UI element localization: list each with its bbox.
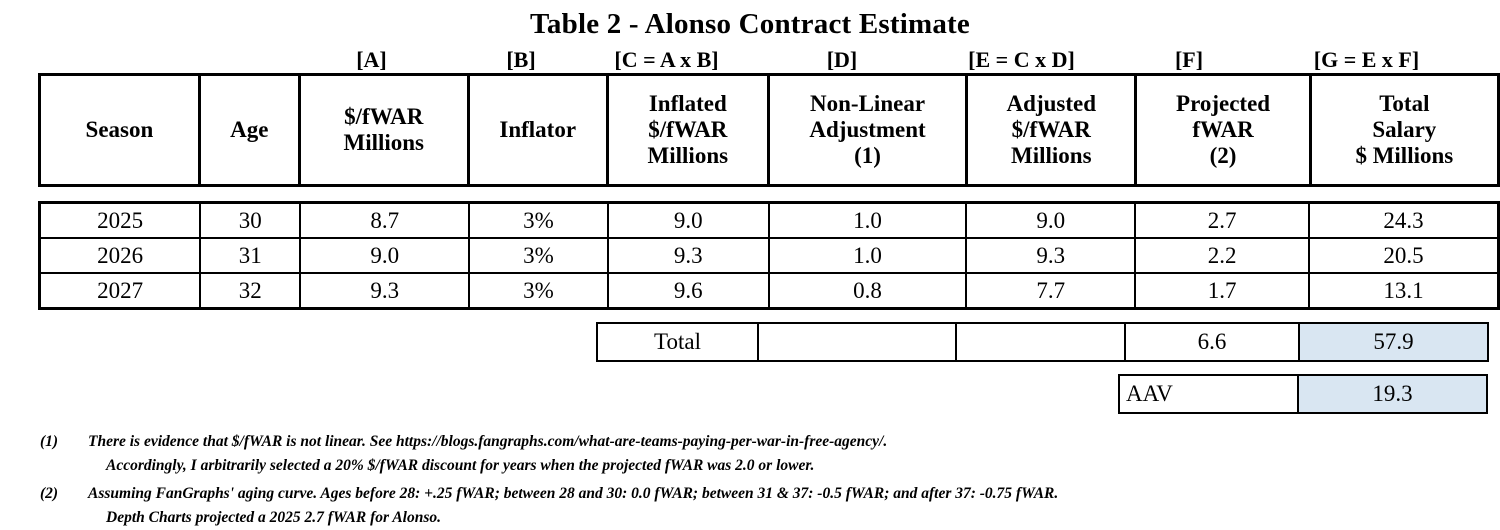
aav-table bbox=[38, 374, 1488, 414]
header-inflated-line3: Millions bbox=[647, 142, 729, 168]
table-body bbox=[38, 201, 1500, 310]
header-total-line2: Salary bbox=[1372, 117, 1437, 143]
header-dollar-per-fwar bbox=[299, 75, 468, 186]
cell-fwar: 8.7 bbox=[300, 203, 469, 239]
footnote-2 bbox=[40, 482, 1500, 530]
aav-spacer-season bbox=[38, 375, 196, 413]
aav-spacer-inflator bbox=[460, 375, 596, 413]
aav-spacer-inflated bbox=[596, 375, 755, 413]
aav-spacer-age bbox=[196, 375, 293, 413]
header-inflated-line2: $/fWAR bbox=[648, 117, 728, 143]
footnote-1-line2: Accordingly, I arbitrarily selected a 20% $/fWAR discount for years when the projected fWAR was 2.0 or lower. bbox=[106, 457, 815, 475]
formula-label-g: [G = E x F] bbox=[1313, 47, 1420, 72]
header-total-line3: $ Millions bbox=[1355, 142, 1454, 168]
footnote-2-line1: Assuming FanGraphs' aging curve. Ages before 28: +.25 fWAR; between 28 and 30: 0.0 fWAR; between 31 & 37: -0.5 fWAR; and after 37: -0.75 fWAR. bbox=[88, 485, 1059, 503]
cell-inflator: 3% bbox=[469, 203, 607, 239]
header-nonlinear-adjustment bbox=[768, 75, 966, 186]
cell-projected: 2.7 bbox=[1135, 203, 1309, 239]
aav-label: AAV bbox=[1119, 375, 1298, 413]
table-row bbox=[40, 273, 1499, 309]
header-inflator-line1: Inflator bbox=[499, 117, 577, 143]
totals-table bbox=[38, 322, 1489, 362]
header-adjusted-line2: $/fWAR bbox=[1011, 117, 1091, 143]
cell-age: 30 bbox=[200, 203, 300, 239]
cell-age: 32 bbox=[200, 273, 300, 309]
cell-nonlinear: 0.8 bbox=[769, 273, 967, 309]
totals-spacer-inflator bbox=[460, 323, 597, 361]
totals-spacer-season bbox=[38, 323, 196, 361]
header-nonlinear-line1: Non-Linear bbox=[810, 91, 926, 117]
header-inflator bbox=[468, 75, 607, 186]
footnote-2-marker: (2) bbox=[40, 485, 59, 503]
cell-total: 20.5 bbox=[1309, 238, 1498, 273]
totals-nonlinear bbox=[758, 323, 956, 361]
formula-label-d: [D] bbox=[826, 47, 858, 72]
page-title: Table 2 - Alonso Contract Estimate bbox=[530, 8, 970, 40]
cell-adjusted: 9.0 bbox=[966, 203, 1135, 239]
header-fwar-line1: $/fWAR bbox=[344, 104, 424, 130]
header-projected-line1: Projected bbox=[1176, 91, 1271, 117]
footnote-2-body bbox=[88, 482, 1058, 530]
table-row bbox=[40, 203, 1499, 239]
aav-spacer-adjusted bbox=[951, 375, 1119, 413]
header-total-line1: Total bbox=[1379, 91, 1430, 117]
totals-spacer-age bbox=[196, 323, 293, 361]
table-row bbox=[40, 238, 1499, 273]
header-adjusted-fwar bbox=[967, 75, 1136, 186]
cell-inflated: 9.0 bbox=[608, 203, 769, 239]
cell-adjusted: 9.3 bbox=[966, 238, 1135, 273]
totals-projected: 6.6 bbox=[1125, 323, 1299, 361]
aav-section bbox=[38, 374, 1500, 414]
header-age-line1: Age bbox=[230, 117, 269, 143]
header-adjusted-line1: Adjusted bbox=[1006, 91, 1097, 117]
cell-season: 2027 bbox=[40, 273, 201, 309]
header-nonlinear-line3: (1) bbox=[854, 142, 881, 168]
cell-inflator: 3% bbox=[469, 238, 607, 273]
header-row bbox=[40, 75, 1499, 186]
totals-adjusted bbox=[956, 323, 1125, 361]
cell-season: 2025 bbox=[40, 203, 201, 239]
cell-fwar: 9.0 bbox=[300, 238, 469, 273]
footnote-1-line1: There is evidence that $/fWAR is not linear. See https://blogs.fangraphs.com/what-are-teams-paying-per-war-in-free-agency/. bbox=[88, 433, 888, 450]
totals-spacer-fwar bbox=[293, 323, 460, 361]
cell-nonlinear: 1.0 bbox=[769, 203, 967, 239]
footnote-1-marker: (1) bbox=[40, 433, 59, 450]
column-formula-labels bbox=[0, 47, 1500, 73]
cell-projected: 1.7 bbox=[1135, 273, 1309, 309]
header-projected-fwar bbox=[1136, 75, 1310, 186]
header-total-salary bbox=[1310, 75, 1498, 186]
formula-label-b: [B] bbox=[506, 47, 536, 72]
aav-row bbox=[38, 375, 1487, 413]
cell-age: 31 bbox=[200, 238, 300, 273]
footnote-1-body bbox=[88, 430, 887, 478]
cell-total: 24.3 bbox=[1309, 203, 1498, 239]
aav-value: 19.3 bbox=[1298, 375, 1487, 413]
cell-inflator: 3% bbox=[469, 273, 607, 309]
aav-spacer-nonlinear bbox=[755, 375, 951, 413]
header-nonlinear-line2: Adjustment bbox=[809, 117, 926, 143]
aav-spacer-fwar bbox=[293, 375, 460, 413]
formula-label-c: [C = A x B] bbox=[614, 47, 719, 72]
totals-total-salary: 57.9 bbox=[1299, 323, 1488, 361]
formula-label-f: [F] bbox=[1174, 47, 1204, 72]
footnote-2-line2: Depth Charts projected a 2025 2.7 fWAR for Alonso. bbox=[106, 509, 441, 527]
header-adjusted-line3: Millions bbox=[1011, 142, 1092, 168]
formula-label-age bbox=[194, 47, 289, 73]
footnote-1 bbox=[40, 430, 1500, 478]
totals-label: Total bbox=[597, 323, 758, 361]
cell-total: 13.1 bbox=[1309, 273, 1498, 309]
totals-row bbox=[38, 323, 1488, 361]
cell-season: 2026 bbox=[40, 238, 201, 273]
header-fwar-line2: Millions bbox=[343, 130, 425, 155]
cell-projected: 2.2 bbox=[1135, 238, 1309, 273]
cell-inflated: 9.6 bbox=[608, 273, 769, 309]
header-age bbox=[199, 75, 299, 186]
cell-fwar: 9.3 bbox=[300, 273, 469, 309]
formula-label-a: [A] bbox=[356, 47, 387, 72]
cell-inflated: 9.3 bbox=[608, 238, 769, 273]
table-header bbox=[38, 73, 1500, 187]
header-inflated-fwar bbox=[607, 75, 768, 186]
totals-section bbox=[38, 322, 1500, 362]
cell-nonlinear: 1.0 bbox=[769, 238, 967, 273]
cell-adjusted: 7.7 bbox=[966, 273, 1135, 309]
header-season-line1: Season bbox=[85, 117, 154, 143]
footnotes bbox=[0, 430, 1500, 530]
header-projected-line3: (2) bbox=[1209, 142, 1237, 168]
formula-label-e: [E = C x D] bbox=[968, 47, 1075, 72]
header-season bbox=[40, 75, 200, 186]
header-projected-line2: fWAR bbox=[1192, 117, 1254, 143]
formula-label-season bbox=[38, 47, 194, 73]
header-inflated-line1: Inflated bbox=[648, 91, 727, 117]
